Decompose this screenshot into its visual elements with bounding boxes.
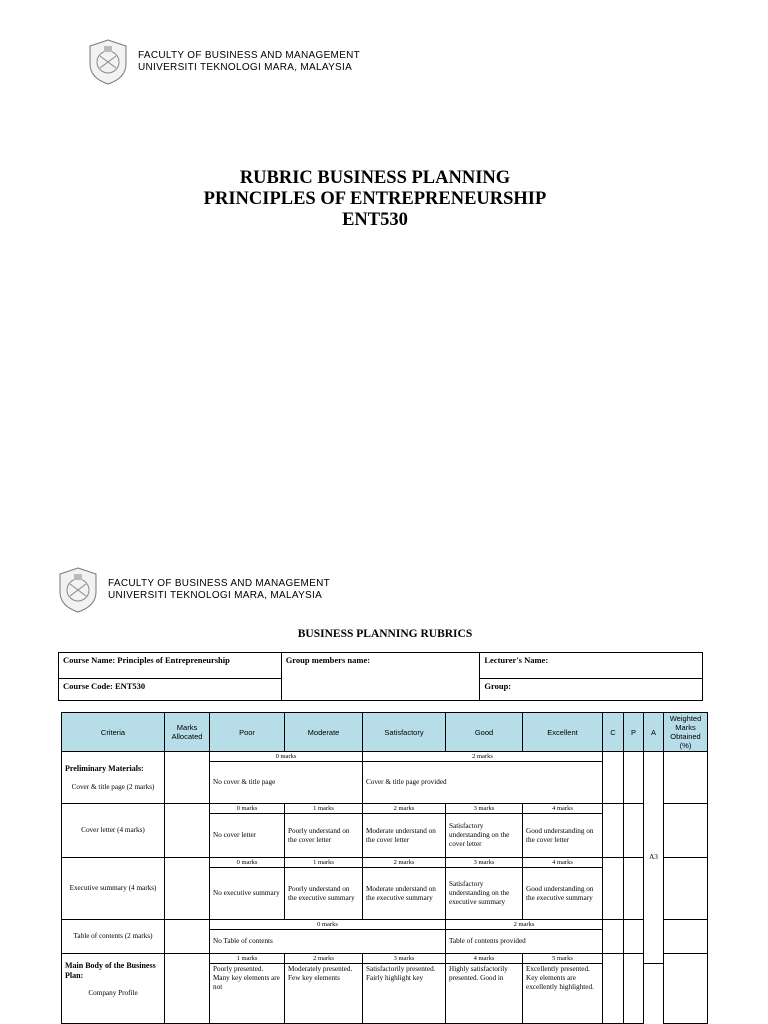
criteria-cover-letter: Cover letter (4 marks) — [62, 804, 165, 858]
p-cell — [624, 804, 644, 858]
mark-label: 1 marks — [285, 858, 363, 868]
c-cell — [603, 954, 624, 1024]
mark-label: 3 marks — [446, 858, 523, 868]
p-cell — [624, 954, 644, 1024]
cover-title-label: Cover & title page (2 marks) — [71, 782, 155, 791]
main-body-label: Main Body of the Business Plan: — [65, 961, 156, 980]
mark-label: 1 marks — [210, 954, 285, 964]
cover-title-2: PRINCIPLES OF ENTREPRENEURSHIP — [203, 189, 547, 209]
mark-label: 2 marks — [363, 804, 446, 814]
desc-cell: Satisfactory understanding on the executive summary — [446, 868, 523, 920]
course-code-cell: Course Code: ENT530 — [59, 679, 282, 701]
marks-cell — [165, 752, 210, 804]
col-excellent: Excellent — [523, 713, 603, 752]
mark-label: 0 marks — [210, 858, 285, 868]
mark-label: 4 marks — [523, 858, 603, 868]
prelim-label: Preliminary Materials: — [65, 763, 144, 773]
marks-cell — [165, 804, 210, 858]
mark-label: 4 marks — [523, 804, 603, 814]
criteria-table-of-contents: Table of contents (2 marks) — [62, 920, 165, 954]
mark-label: 5 marks — [523, 954, 603, 964]
desc-cell: Cover & title page provided — [363, 762, 603, 804]
a-cell: A3 — [644, 752, 664, 964]
col-p: P — [624, 713, 644, 752]
university-seal-icon — [86, 38, 130, 86]
mark-label: 2 marks — [363, 752, 603, 762]
desc-cell: Satisfactory understanding on the cover letter — [446, 814, 523, 858]
group-cell: Group: — [480, 679, 703, 701]
course-info-table — [58, 652, 703, 701]
criteria-cover-title — [62, 752, 165, 804]
mark-label: 3 marks — [363, 954, 446, 964]
marks-cell — [165, 920, 210, 954]
faculty-name: FACULTY OF BUSINESS AND MANAGEMENT — [138, 50, 361, 61]
weighted-cell — [664, 920, 708, 954]
col-weighted-marks: Weighted Marks Obtained (%) — [664, 713, 708, 752]
cover-title-3: ENT530 — [342, 210, 408, 230]
mark-label: 3 marks — [446, 804, 523, 814]
col-good: Good — [446, 713, 523, 752]
desc-cell: No Table of contents — [210, 930, 446, 954]
criteria-main-body — [62, 954, 165, 1024]
university-name: UNIVERSITI TEKNOLOGI MARA, MALAYSIA — [108, 590, 323, 601]
mark-label: 1 marks — [285, 804, 363, 814]
table-header-row — [62, 713, 708, 752]
cover-title-block — [0, 168, 750, 231]
mark-label: 2 marks — [285, 954, 363, 964]
col-poor: Poor — [210, 713, 285, 752]
col-c: C — [603, 713, 624, 752]
desc-cell: No cover & title page — [210, 762, 363, 804]
desc-cell: No executive summary — [210, 868, 285, 920]
mark-label: 4 marks — [446, 954, 523, 964]
col-satisfactory: Satisfactory — [363, 713, 446, 752]
course-name-cell: Course Name: Principles of Entrepreneurship — [59, 653, 282, 679]
mark-label: 0 marks — [210, 920, 446, 930]
lecturer-name-cell: Lecturer's Name: — [480, 653, 703, 679]
weighted-cell — [664, 858, 708, 920]
col-marks-allocated: Marks Allocated — [165, 713, 210, 752]
desc-cell: Moderate understand on the cover letter — [363, 814, 446, 858]
weighted-cell — [664, 804, 708, 858]
col-moderate: Moderate — [285, 713, 363, 752]
mark-label: 0 marks — [210, 804, 285, 814]
desc-cell: Table of contents provided — [446, 930, 603, 954]
desc-cell: Highly satisfactorily presented. Good in — [446, 964, 523, 1024]
desc-cell: Moderate understand on the executive summary — [363, 868, 446, 920]
mark-label: 0 marks — [210, 752, 363, 762]
university-name: UNIVERSITI TEKNOLOGI MARA, MALAYSIA — [138, 62, 353, 73]
col-a: A — [644, 713, 664, 752]
group-members-cell: Group members name: — [281, 653, 480, 701]
mark-label: 2 marks — [446, 920, 603, 930]
weighted-cell — [664, 954, 708, 1024]
marks-cell — [165, 954, 210, 1024]
p-cell — [624, 752, 644, 804]
c-cell — [603, 920, 624, 954]
desc-cell: Poorly understand on the executive summary — [285, 868, 363, 920]
university-seal-icon — [56, 566, 100, 614]
desc-cell: Moderately presented. Few key elements — [285, 964, 363, 1024]
mark-label: 2 marks — [363, 858, 446, 868]
col-criteria: Criteria — [62, 713, 165, 752]
weighted-cell — [664, 752, 708, 804]
c-cell — [603, 752, 624, 804]
p-cell — [624, 858, 644, 920]
faculty-header-page2 — [56, 566, 330, 614]
c-cell — [603, 858, 624, 920]
desc-cell: Satisfactorily presented. Fairly highlight key — [363, 964, 446, 1024]
faculty-name: FACULTY OF BUSINESS AND MANAGEMENT — [108, 578, 331, 589]
desc-cell: Good understanding on the executive summary — [523, 868, 603, 920]
marks-cell — [165, 858, 210, 920]
p-cell — [624, 920, 644, 954]
desc-cell: Excellently presented. Key elements are excellently highlighted. — [523, 964, 603, 1024]
cover-title-1: RUBRIC BUSINESS PLANNING — [239, 168, 511, 188]
desc-cell: Poorly understand on the cover letter — [285, 814, 363, 858]
c-cell — [603, 804, 624, 858]
company-profile-label: Company Profile — [88, 989, 138, 997]
desc-cell: No cover letter — [210, 814, 285, 858]
rubric-table — [61, 712, 708, 1024]
desc-cell: Poorly presented. Many key elements are not — [210, 964, 285, 1024]
criteria-executive-summary: Executive summary (4 marks) — [62, 858, 165, 920]
desc-cell: Good understanding on the cover letter — [523, 814, 603, 858]
rubrics-heading: BUSINESS PLANNING RUBRICS — [297, 628, 473, 640]
faculty-header-top — [86, 38, 360, 86]
